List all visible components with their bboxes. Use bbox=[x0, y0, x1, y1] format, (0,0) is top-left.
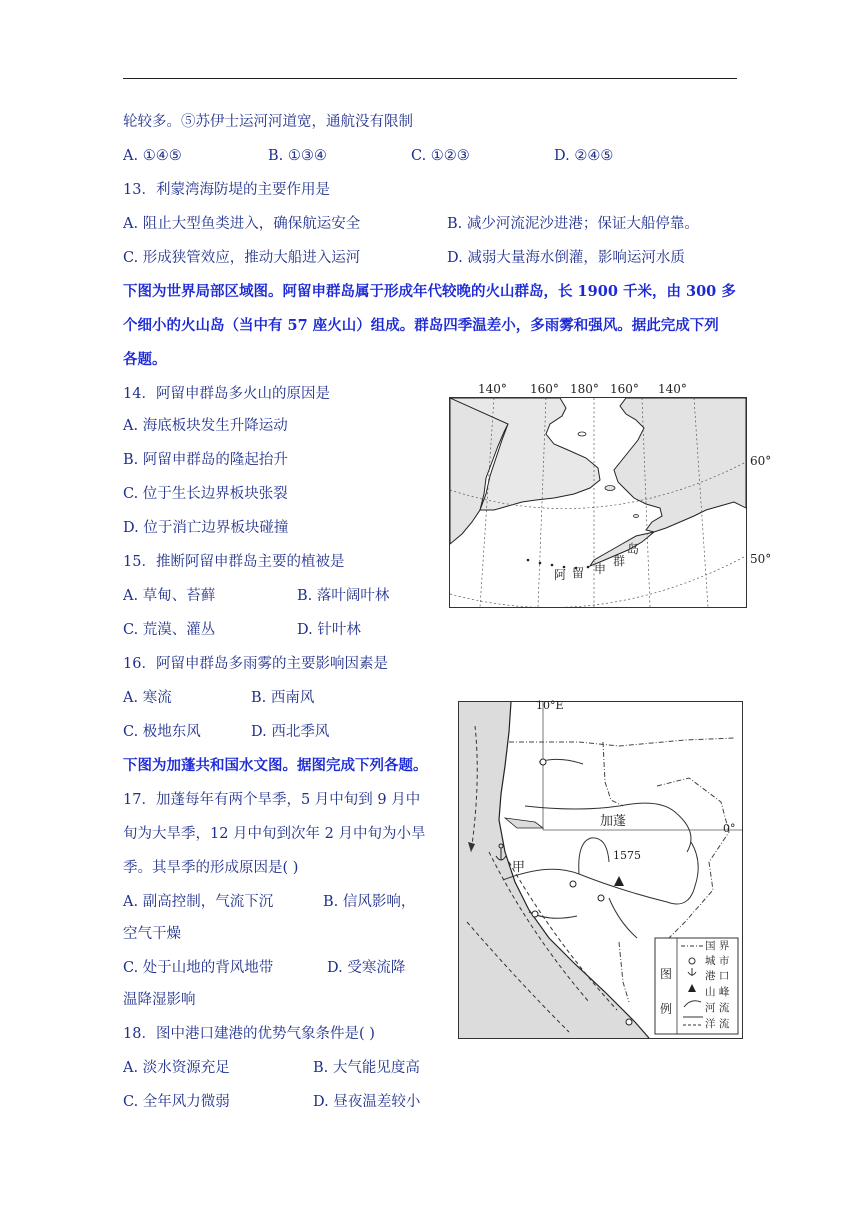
q16-option-a[interactable]: A. 寒流 bbox=[123, 690, 172, 706]
legend-item-current: 洋 流 bbox=[705, 1018, 730, 1030]
q14-option-d[interactable]: D. 位于消亡边界板块碰撞 bbox=[123, 520, 289, 536]
q16-option-b[interactable]: B. 西南风 bbox=[251, 690, 315, 706]
meridian-label: 10°E bbox=[536, 699, 564, 712]
equator-label: 0° bbox=[723, 822, 736, 835]
peak-elevation-label: 1575 bbox=[613, 849, 641, 862]
q16-stem: 16．阿留申群岛多雨雾的主要影响因素是 bbox=[123, 656, 388, 672]
q12-continuation: 轮较多。⑤苏伊士运河河道宽，通航没有限制 bbox=[123, 114, 413, 130]
q18-stem: 18．图中港口建港的优势气象条件是( ) bbox=[123, 1026, 375, 1042]
q17-line3: 季。其旱季的形成原因是( ) bbox=[123, 860, 299, 876]
ocean-area bbox=[459, 702, 649, 1038]
lon-label-4: 160° bbox=[610, 382, 639, 396]
q14-option-a[interactable]: A. 海底板块发生升降运动 bbox=[123, 418, 288, 434]
gabon-map bbox=[458, 701, 743, 1039]
q17-option-d-cont: 温降湿影响 bbox=[123, 992, 196, 1008]
lon-label-3: 180° bbox=[570, 382, 599, 396]
intro2-text: 下图为加蓬共和国水文图。据图完成下列各题。 bbox=[123, 757, 428, 774]
q18-option-d[interactable]: D. 昼夜温差较小 bbox=[313, 1094, 421, 1110]
q17-option-c[interactable]: C. 处于山地的背风地带 bbox=[123, 960, 274, 976]
island-label-5: 岛 bbox=[627, 542, 640, 556]
q16-option-d[interactable]: D. 西北季风 bbox=[251, 724, 330, 740]
q17-line1: 17．加蓬每年有两个旱季，5 月中旬到 9 月中 bbox=[123, 792, 421, 808]
q13-option-d[interactable]: D. 减弱大量海水倒灌，影响运河水质 bbox=[447, 250, 685, 266]
q13-option-b[interactable]: B. 减少河流泥沙进港；保证大船停靠。 bbox=[447, 216, 699, 232]
q12-option-c[interactable]: C. ①②③ bbox=[411, 148, 470, 164]
q14-stem: 14．阿留申群岛多火山的原因是 bbox=[123, 386, 330, 402]
intro1-line1: 下图为世界局部区域图。阿留申群岛属于形成年代较晚的火山群岛，长 1900 千米，由 300 多 bbox=[123, 283, 736, 300]
island-label-2: 留 bbox=[572, 566, 585, 580]
country-label: 加蓬 bbox=[600, 814, 627, 829]
legend-item-port: 港 口 bbox=[705, 970, 730, 982]
q18-option-c[interactable]: C. 全年风力微弱 bbox=[123, 1094, 230, 1110]
q15-option-b[interactable]: B. 落叶阔叶林 bbox=[297, 588, 390, 604]
q12-option-d[interactable]: D. ②④⑤ bbox=[554, 148, 614, 164]
island-label-4: 群 bbox=[613, 554, 626, 568]
point-label: 甲 bbox=[512, 860, 526, 875]
q12-option-a[interactable]: A. ①④⑤ bbox=[123, 148, 182, 164]
q18-option-b[interactable]: B. 大气能见度高 bbox=[313, 1060, 420, 1076]
q17-option-b[interactable]: B. 信风影响， bbox=[323, 894, 416, 910]
q14-option-b[interactable]: B. 阿留申群岛的隆起抬升 bbox=[123, 452, 288, 468]
q15-option-c[interactable]: C. 荒漠、灌丛 bbox=[123, 622, 216, 638]
legend-item-city: 城 市 bbox=[705, 955, 730, 967]
legend-item-river: 河 流 bbox=[705, 1002, 730, 1014]
q13-option-a[interactable]: A. 阻止大型鱼类进入，确保航运安全 bbox=[123, 216, 361, 232]
mountain-peak-icon bbox=[614, 876, 624, 886]
lat-label-60: 60° bbox=[750, 454, 772, 468]
q16-option-c[interactable]: C. 极地东风 bbox=[123, 724, 201, 740]
legend-title-1: 图 bbox=[660, 967, 673, 981]
legend-title-2: 例 bbox=[660, 1002, 673, 1016]
q17-option-d[interactable]: D. 受寒流降 bbox=[327, 960, 406, 976]
q13-stem: 13．利蒙湾海防堤的主要作用是 bbox=[123, 182, 330, 198]
lon-label-5: 140° bbox=[658, 382, 687, 396]
q18-option-a[interactable]: A. 淡水资源充足 bbox=[123, 1060, 230, 1076]
intro1-line3: 各题。 bbox=[123, 351, 167, 368]
legend-item-peak: 山 峰 bbox=[705, 986, 730, 998]
intro1-line2: 个细小的火山岛（当中有 57 座火山）组成。群岛四季温差小，多雨雾和强风。据此完成下列 bbox=[123, 317, 719, 334]
q17-line2: 旬为大旱季，12 月中旬到次年 2 月中旬为小旱 bbox=[123, 826, 426, 842]
header-rule bbox=[123, 78, 737, 79]
q17-option-b-cont: 空气干燥 bbox=[123, 926, 181, 942]
island-label-1: 阿 bbox=[554, 568, 567, 582]
legend-item-border: 国 界 bbox=[705, 940, 730, 952]
alaska-landmass bbox=[614, 398, 746, 532]
q15-stem: 15．推断阿留申群岛主要的植被是 bbox=[123, 554, 345, 570]
lon-label-2: 160° bbox=[530, 382, 559, 396]
q15-option-a[interactable]: A. 草甸、苔藓 bbox=[123, 588, 216, 604]
q17-option-a[interactable]: A. 副高控制，气流下沉 bbox=[123, 894, 274, 910]
lon-label-1: 140° bbox=[478, 382, 507, 396]
q13-option-c[interactable]: C. 形成狭管效应，推动大船进入运河 bbox=[123, 250, 361, 266]
island-label-3: 申 bbox=[594, 562, 607, 576]
lat-label-50: 50° bbox=[750, 552, 772, 566]
q15-option-d[interactable]: D. 针叶林 bbox=[297, 622, 361, 638]
q14-option-c[interactable]: C. 位于生长边界板块张裂 bbox=[123, 486, 288, 502]
q12-option-b[interactable]: B. ①③④ bbox=[268, 148, 327, 164]
